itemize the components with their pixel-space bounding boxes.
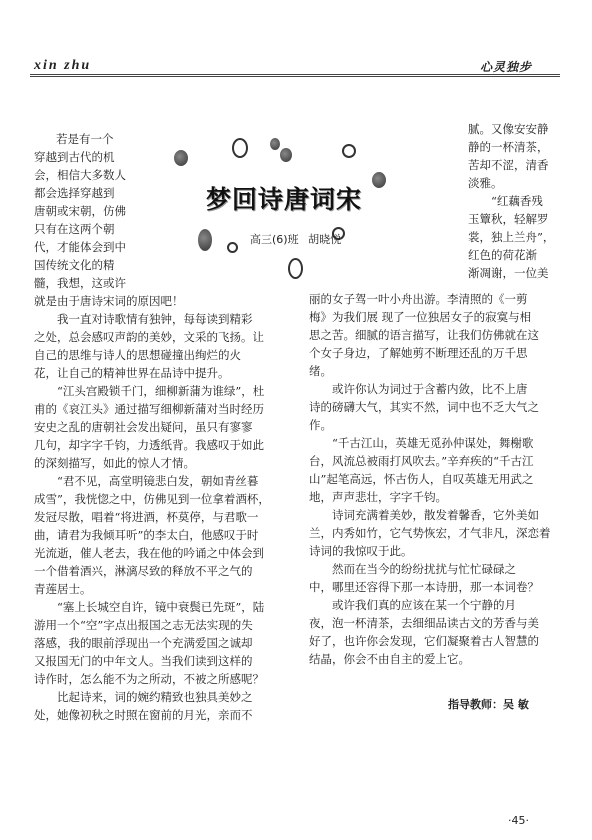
text-line: 诗作时，怎么能不为之所动，不被之所感呢？ bbox=[34, 672, 264, 686]
decorative-circle-icon bbox=[342, 144, 356, 158]
text-line: 的深刻描写，如此的惊人才情。 bbox=[34, 456, 195, 470]
text-line: 兰，内秀如竹，它气势恢宏，才气非凡，深恋着 bbox=[309, 526, 551, 540]
decorative-dot-icon bbox=[280, 148, 292, 162]
text-line: 甫的《哀江头》通过描写细柳新蒲对当时经历 bbox=[34, 402, 264, 416]
text-line: 台，风流总被雨打风吹去。”辛弃疾的“千古江 bbox=[309, 454, 534, 468]
text-line: 或许我们真的应该在某一个宁静的月 bbox=[332, 598, 516, 612]
text-line: 曲，请君为我倾耳听”的李太白，他感叹于时 bbox=[34, 528, 259, 542]
text-line: 中，哪里还容得下那一本诗册，那一本词卷？ bbox=[309, 580, 539, 594]
text-line: 游用一个“空”字点出报国之志无法实现的失 bbox=[34, 618, 253, 632]
text-line: 几句，却字字千钧，力透纸背。我感叹于如此 bbox=[34, 438, 264, 452]
text-line: 腻。又像安安静 bbox=[468, 122, 549, 136]
text-line: 然而在当今的纷纷扰扰与忙忙碌碌之 bbox=[332, 562, 516, 576]
header-section-label: xin zhu bbox=[34, 58, 92, 73]
text-line: 渐凋谢，一位美 bbox=[468, 266, 549, 280]
text-line: 裳，独上兰舟”， bbox=[468, 230, 555, 244]
decorative-circle-icon bbox=[288, 258, 303, 279]
text-line: 安史之乱的唐朝社会发出疑问，虽只有寥寥 bbox=[34, 420, 253, 434]
text-line: 玉簟秋，轻解罗 bbox=[468, 212, 549, 226]
text-line: 地，声声悲壮，字字千钧。 bbox=[309, 490, 447, 504]
text-line: 诗词充满着美妙，散发着馨香，它外美如 bbox=[332, 508, 539, 522]
text-line: 好了，也许你会发现，它们凝聚着古人智慧的 bbox=[309, 634, 539, 648]
text-line: 我一直对诗歌情有独钟，每每读到精彩 bbox=[57, 312, 253, 326]
text-line: 一个借着酒兴，淋漓尽致的释放不平之气的 bbox=[34, 564, 253, 578]
text-line: 或许你认为词过于含蓄内敛，比不上唐 bbox=[332, 382, 528, 396]
text-line: 会，相信大多数人 bbox=[34, 168, 126, 182]
teacher-signature: 指导教师：吴 敏 bbox=[448, 698, 529, 711]
text-line: 山”起笔高远，怀古伤人，自叹英雄无用武之 bbox=[309, 472, 534, 486]
text-line: 处，她像初秋之时照在窗前的月光，亲而不 bbox=[34, 708, 253, 722]
text-line: 都会选择穿越到 bbox=[34, 186, 115, 200]
text-line: 之处，总会感叹声韵的美妙，文采的飞扬。让 bbox=[34, 330, 264, 344]
text-line: 青莲居士。 bbox=[34, 582, 92, 596]
text-line: 落感，我的眼前浮现出一个充满爱国之诚却 bbox=[34, 636, 253, 650]
text-line: 就是由于唐诗宋词的原因吧！ bbox=[34, 294, 184, 308]
text-line: “红藕香残 bbox=[491, 194, 543, 208]
text-line: 髓，我想，这或许 bbox=[34, 276, 126, 290]
decorative-dot-icon bbox=[372, 172, 386, 188]
text-line: 红色的荷花渐 bbox=[468, 248, 537, 262]
text-line: 静的一杯清茶， bbox=[468, 140, 549, 154]
text-line: “江头宫殿锁千门，细柳新蒲为谁绿”，杜 bbox=[57, 384, 265, 398]
decorative-circle-icon bbox=[232, 138, 248, 158]
text-line: 个女子身边，了解她剪不断理还乱的万千思 bbox=[309, 346, 528, 360]
text-line: 花，让自己的精神世界在品诗中提升。 bbox=[34, 366, 230, 380]
header-rule bbox=[30, 74, 560, 77]
text-line: 绪。 bbox=[309, 364, 332, 378]
text-line: 丽的女子驾一叶小舟出游。李清照的《一剪 bbox=[309, 292, 528, 306]
text-line: “君不见，高堂明镜悲白发，朝如青丝暮 bbox=[57, 474, 259, 488]
text-line: 发冠尽散，唱着“将进酒，杯莫停，与君歌一 bbox=[34, 510, 259, 524]
decorative-dot-icon bbox=[198, 229, 212, 251]
text-line: “塞上长城空自许，镜中衰鬓已先斑”，陆 bbox=[57, 600, 265, 614]
text-line: 成雪”，我恍惚之中，仿佛见到一位拿着酒杯， bbox=[34, 492, 270, 506]
text-line: 诗词的我惊叹于此。 bbox=[309, 544, 413, 558]
text-line: 自己的思维与诗人的思想碰撞出绚烂的火 bbox=[34, 348, 241, 362]
text-line: 只有在这两个朝 bbox=[34, 222, 115, 236]
text-line: 比起诗来，词的婉约精致也独具美妙之 bbox=[57, 690, 253, 704]
article-byline: 高三(6)班 胡晓悦 bbox=[250, 233, 342, 246]
right-top-text bbox=[468, 120, 554, 282]
text-line: 又报国无门的中年文人。当我们读到这样的 bbox=[34, 654, 253, 668]
text-line: 思之苦。细腻的语言描写，让我们仿佛就在这 bbox=[309, 328, 539, 342]
decorative-circle-icon bbox=[227, 242, 238, 253]
text-line: 穿越到古代的机 bbox=[34, 150, 115, 164]
text-line: 苦却不涩，清香 bbox=[468, 158, 549, 172]
article-title: 梦回诗唐词宋 bbox=[206, 185, 363, 214]
text-line: 淡雅。 bbox=[468, 176, 503, 190]
text-line: 结晶，你会不由自主的爱上它。 bbox=[309, 652, 470, 666]
decorative-dot-icon bbox=[270, 138, 280, 150]
text-line: 光流逝，催人老去，我在他的吟诵之中体会到 bbox=[34, 546, 264, 560]
text-line: 梅》为我们展 现了一位独居女子的寂寞与相 bbox=[309, 310, 532, 324]
left-column-text bbox=[34, 310, 270, 724]
text-line: 诗的磅礴大气，其实不然，词中也不乏大气之 bbox=[309, 400, 539, 414]
text-line: 夜，泡一杯清茶，去细细品读古文的芳香与美 bbox=[309, 616, 539, 630]
text-line: 代，才能体会到中 bbox=[34, 240, 126, 254]
text-line: 若是有一个 bbox=[56, 132, 114, 146]
text-line: 国传统文化的精 bbox=[34, 258, 115, 272]
header-column-name: 心灵独步 bbox=[480, 60, 533, 74]
page-number: ·45· bbox=[508, 814, 529, 827]
text-line: “千古江山，英雄无觅孙仲谋处，舞榭歌 bbox=[332, 436, 534, 450]
intro-left-text bbox=[34, 130, 184, 310]
text-line: 作。 bbox=[309, 418, 332, 432]
text-line: 唐朝或宋朝，仿佛 bbox=[34, 204, 126, 218]
right-column-text bbox=[309, 290, 551, 668]
